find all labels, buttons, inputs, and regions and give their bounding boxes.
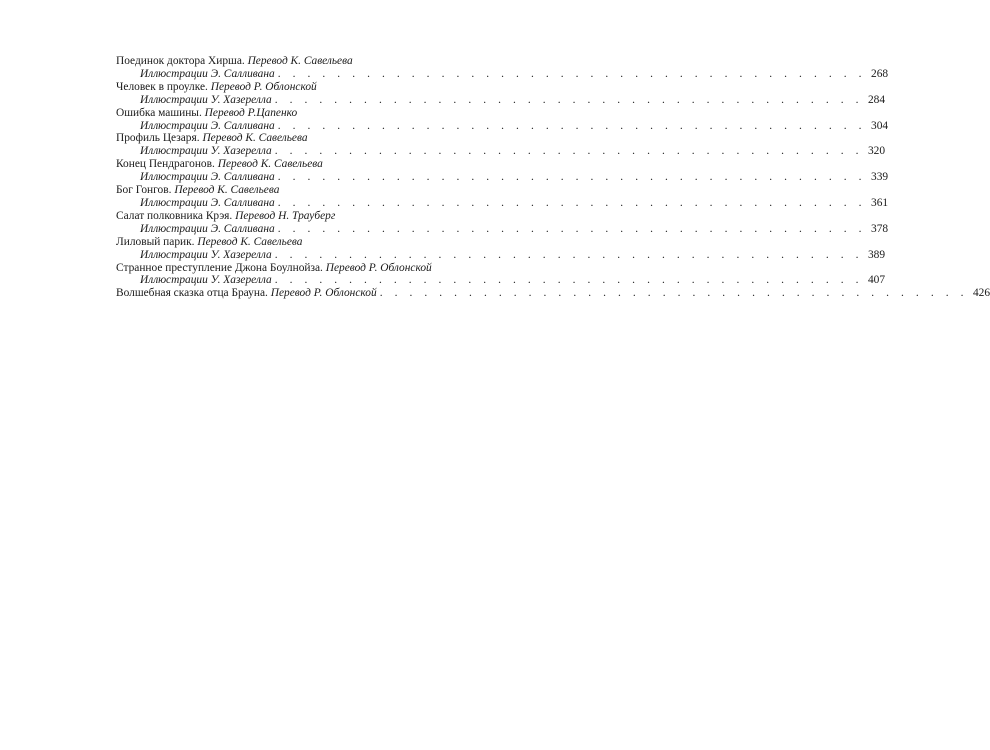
- dot-leader: . . . . . . . . . . . . . . . . . . . . . . . . . . . . . . . . . . . . . . . .: [277, 171, 867, 184]
- dot-leader: . . . . . . . . . . . . . . . . . . . . . . . . . . . . . . . . . . . . . . . .: [379, 287, 969, 300]
- illustrator-credit: Иллюстрации Э. Салливана: [140, 222, 275, 235]
- toc-entry-heading: [116, 81, 487, 94]
- translator-credit: Перевод Н. Трауберг: [235, 209, 336, 222]
- story-title: Странное преступление Джона Боулнойза.: [116, 261, 323, 274]
- page-number: 361: [871, 196, 889, 209]
- toc-entry-heading: [116, 158, 487, 171]
- story-title: Салат полковника Крэя.: [116, 209, 233, 222]
- toc-entry-heading: [116, 210, 487, 223]
- toc-entry: [116, 132, 886, 158]
- page-number: 268: [871, 67, 889, 80]
- story-title: Профиль Цезаря.: [116, 132, 200, 145]
- toc-entry-detail: [116, 287, 990, 300]
- translator-credit: Перевод К. Савельева: [217, 158, 323, 171]
- toc-entry-detail: [116, 248, 886, 262]
- page-number: 304: [871, 119, 889, 132]
- page-number: 339: [871, 171, 889, 184]
- page-number: 284: [867, 93, 886, 106]
- dot-leader: . . . . . . . . . . . . . . . . . . . . . . . . . . . . . . . . . . . . . . . .: [277, 119, 867, 132]
- dot-leader: . . . . . . . . . . . . . . . . . . . . . . . . . . . . . . . . . . . . . . . .: [277, 67, 867, 80]
- illustrator-credit: Иллюстрации У. Хазерелла: [140, 145, 272, 158]
- toc-entry: [116, 184, 889, 210]
- toc-entry: [116, 80, 886, 107]
- illustrator-credit: Иллюстрации У. Хазерелла: [140, 248, 272, 261]
- page-number: 407: [867, 274, 886, 287]
- translator-credit: Перевод К. Савельева: [247, 55, 353, 67]
- translator-credit: Перевод Р. Облонской: [325, 261, 432, 274]
- page-number: 378: [871, 222, 889, 235]
- translator-credit: Перевод Р. Облонской: [210, 80, 317, 93]
- illustrator-credit: Иллюстрации Э. Салливана: [140, 171, 275, 184]
- toc-entry-heading: [116, 107, 487, 120]
- toc-entry: [116, 235, 886, 262]
- story-title: Бог Гонгов.: [116, 184, 172, 197]
- story-title: Конец Пендрагонов.: [116, 158, 215, 171]
- page-number: 320: [867, 145, 886, 158]
- toc-entry-detail: [116, 196, 889, 210]
- illustrator-credit: Иллюстрации У. Хазерелла: [140, 93, 272, 106]
- translator-credit: Перевод Р.Цапенко: [204, 106, 298, 119]
- illustrator-credit: Иллюстрации Э. Салливана: [140, 67, 275, 80]
- translator-credit: Перевод К. Савельева: [174, 184, 280, 197]
- translator-credit: Перевод Р. Облонской: [270, 287, 377, 300]
- toc-entry-detail: [116, 67, 889, 81]
- table-of-contents: [116, 55, 990, 300]
- story-title: Поединок доктора Хирша.: [116, 55, 245, 67]
- toc-entry-heading: [116, 262, 487, 275]
- story-title: Лиловый парик.: [116, 235, 195, 248]
- dot-leader: . . . . . . . . . . . . . . . . . . . . . . . . . . . . . . . . . . . . . . . .: [274, 93, 864, 106]
- toc-entry-detail: [116, 171, 889, 184]
- translator-credit: Перевод К. Савельева: [202, 132, 308, 145]
- dot-leader: . . . . . . . . . . . . . . . . . . . . . . . . . . . . . . . . . . . . . . . .: [274, 145, 864, 158]
- translator-credit: Перевод К. Савельева: [197, 235, 303, 248]
- toc-entry: [116, 158, 889, 184]
- toc-entry-heading: [116, 132, 487, 145]
- toc-entry: [116, 55, 889, 81]
- toc-entry-heading: [116, 55, 487, 68]
- story-title: Волшебная сказка отца Брауна.: [116, 287, 268, 300]
- toc-entry-heading: [116, 236, 487, 249]
- dot-leader: . . . . . . . . . . . . . . . . . . . . . . . . . . . . . . . . . . . . . . . .: [277, 222, 867, 235]
- toc-entry-detail: [116, 274, 886, 287]
- toc-entry: [116, 261, 886, 288]
- dot-leader: . . . . . . . . . . . . . . . . . . . . . . . . . . . . . . . . . . . . . . . .: [277, 196, 867, 209]
- page-number: 426: [972, 287, 990, 300]
- toc-entry: [116, 106, 889, 133]
- page-number: 389: [867, 248, 886, 261]
- toc-entry-detail: [116, 119, 889, 133]
- illustrator-credit: Иллюстрации У. Хазерелла: [140, 274, 272, 287]
- dot-leader: . . . . . . . . . . . . . . . . . . . . . . . . . . . . . . . . . . . . . . . .: [274, 274, 864, 287]
- toc-entry: [116, 209, 889, 236]
- toc-entry-detail: [116, 93, 886, 107]
- toc-entry-detail: [116, 222, 889, 236]
- toc-entry: [116, 287, 990, 300]
- illustrator-credit: Иллюстрации Э. Салливана: [140, 196, 275, 209]
- illustrator-credit: Иллюстрации Э. Салливана: [140, 119, 275, 132]
- dot-leader: . . . . . . . . . . . . . . . . . . . . . . . . . . . . . . . . . . . . . . . .: [274, 248, 864, 261]
- story-title: Человек в проулке.: [116, 80, 208, 93]
- toc-entry-detail: [116, 145, 886, 158]
- toc-entry-heading: [116, 184, 487, 197]
- story-title: Ошибка машины.: [116, 106, 202, 119]
